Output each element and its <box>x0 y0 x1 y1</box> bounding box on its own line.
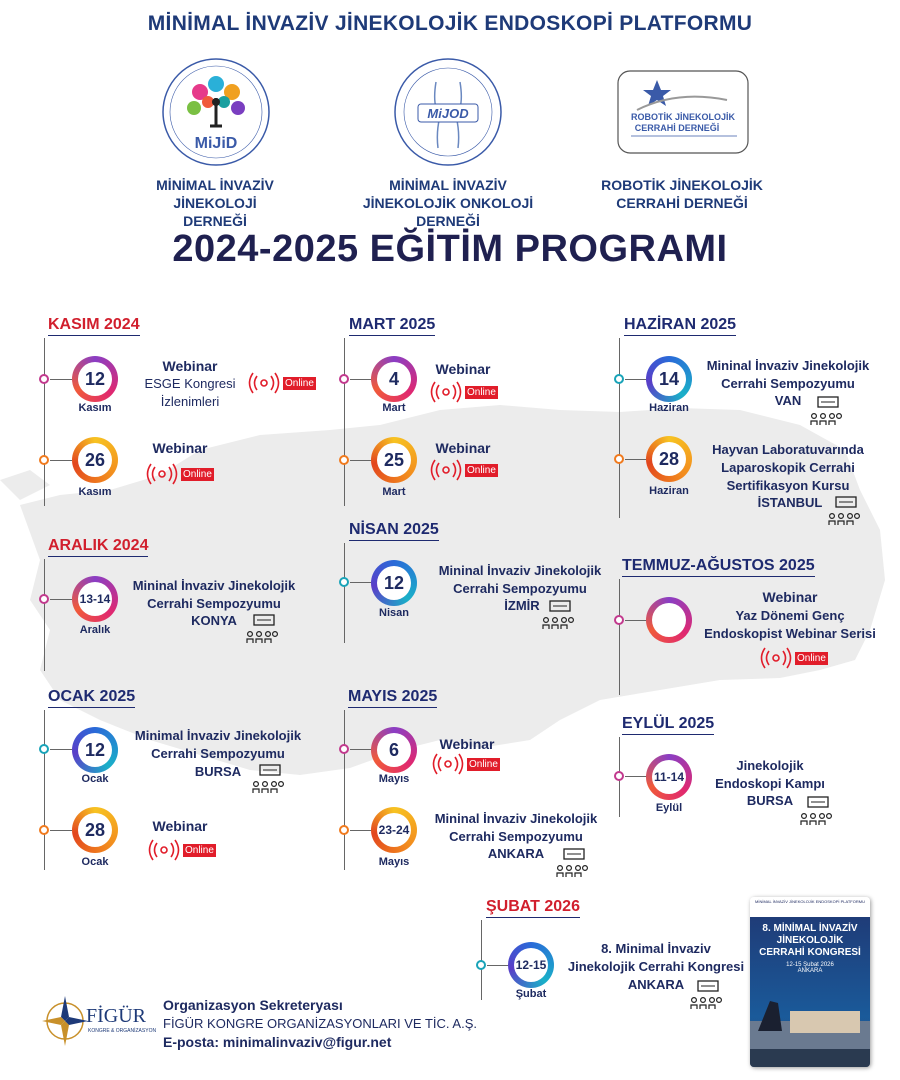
date-circle <box>371 560 417 606</box>
date-day: 23-24 <box>377 813 411 847</box>
event-city: İZMİR <box>504 598 540 613</box>
online-badge <box>144 462 214 486</box>
month-mayis-2025: MAYIS 2025 <box>348 688 437 708</box>
event-title: Webinar <box>152 440 208 456</box>
date-month: Nisan <box>379 607 409 619</box>
event-city: ANKARA <box>487 846 545 861</box>
broadcast-icon <box>246 371 282 395</box>
event-title: Webinar <box>762 589 818 605</box>
date-month: Aralık <box>79 624 111 636</box>
date-circle <box>72 807 118 853</box>
online-badge <box>758 646 828 670</box>
month-nisan-2025: NİSAN 2025 <box>349 521 439 541</box>
month-temmuz-agustos-2025: TEMMUZ-AĞUSTOS 2025 <box>622 557 815 577</box>
timeline-dot <box>339 744 349 754</box>
seminar-icon <box>246 614 278 644</box>
date-circle <box>72 576 118 622</box>
online-badge <box>246 371 316 395</box>
broadcast-icon <box>144 462 180 486</box>
event-sub: Cerrahi Sempozyumu <box>147 596 281 611</box>
broadcast-icon <box>428 458 464 482</box>
broadcast-icon <box>430 752 466 776</box>
online-label: Online <box>797 652 826 664</box>
figur-logo-text: FİGÜR <box>86 1005 147 1027</box>
connector <box>625 776 647 777</box>
event-sub: İzlenimleri <box>160 394 220 409</box>
timeline-line <box>44 710 45 870</box>
mijid-logo <box>160 56 272 168</box>
event-city: ANKARA <box>627 977 685 992</box>
date-month: Mart <box>382 402 406 414</box>
svg-text:MiJOD: MiJOD <box>427 106 469 121</box>
date-circle <box>371 807 417 853</box>
event-sub: Laparoskopik Cerrahi <box>721 460 855 475</box>
poster-header: MİNİMAL İNVAZİV JİNEKOLOJİK ENDOSKOPİ PLATFORMU <box>755 899 865 904</box>
timeline-line <box>344 543 345 643</box>
broadcast-icon <box>428 380 464 404</box>
footer-email[interactable]: E-posta: minimalinvaziv@figur.net <box>163 1034 392 1050</box>
date-circle <box>72 727 118 773</box>
mijod-logo <box>392 56 504 168</box>
event-title: Webinar <box>439 736 495 752</box>
timeline-dot <box>339 374 349 384</box>
date-month: Kasım <box>78 486 112 498</box>
online-label: Online <box>469 758 498 770</box>
robotik-logo <box>617 70 749 154</box>
event-sub: Mininal İnvaziv Jinekolojik <box>132 578 296 593</box>
connector <box>350 749 372 750</box>
monument-illustration <box>750 981 870 1067</box>
event-sub: Mininal İnvaziv Jinekolojik <box>438 563 602 578</box>
seminar-icon <box>828 496 860 526</box>
timeline-dot <box>39 825 49 835</box>
event-sub: Cerrahi Sempozyumu <box>453 581 587 596</box>
timeline-line <box>344 710 345 870</box>
event-sub: Mininal İnvaziv Jinekolojik <box>706 358 870 373</box>
poster-city: ANKARA <box>797 968 823 974</box>
timeline-line <box>44 338 45 506</box>
date-month: Haziran <box>649 485 689 497</box>
timeline-dot <box>39 594 49 604</box>
poster-date-line <box>754 962 866 974</box>
timeline-dot <box>614 771 624 781</box>
event-city: VAN <box>774 393 802 408</box>
timeline-dot <box>39 744 49 754</box>
month-ocak-2025: OCAK 2025 <box>48 688 135 708</box>
event-sub: Cerrahi Sempozyumu <box>151 746 285 761</box>
timeline-line <box>619 579 620 695</box>
date-day: 6 <box>377 733 411 767</box>
date-circle <box>508 942 554 988</box>
month-aralik-2024: ARALIK 2024 <box>48 537 148 557</box>
online-label: Online <box>467 386 496 398</box>
timeline-line <box>44 559 45 671</box>
figur-compass-icon <box>42 992 88 1050</box>
connector <box>350 582 372 583</box>
date-circle <box>646 436 692 482</box>
connector <box>50 749 72 750</box>
event-sub: Endoskopist Webinar Serisi <box>704 626 876 641</box>
online-label: Online <box>285 377 314 389</box>
date-month: Şubat <box>515 988 547 1000</box>
date-day: 12-15 <box>514 948 548 982</box>
date-month: Mayıs <box>378 856 410 868</box>
date-day: 4 <box>377 362 411 396</box>
date-day: 26 <box>78 443 112 477</box>
connector <box>50 599 72 600</box>
event-sub: Cerrahi Sempozyumu <box>449 829 583 844</box>
event-sub: Endoskopi Kampı <box>715 776 825 791</box>
month-mart-2025: MART 2025 <box>349 316 435 336</box>
date-circle <box>72 356 118 402</box>
connector <box>625 620 647 621</box>
broadcast-icon <box>758 646 794 670</box>
seminar-icon <box>800 796 832 826</box>
date-day: 14 <box>652 362 686 396</box>
date-circle <box>646 597 692 643</box>
connector <box>50 460 72 461</box>
event-city: BURSA <box>746 793 794 808</box>
date-circle <box>371 356 417 402</box>
connector <box>625 459 647 460</box>
online-badge <box>428 380 498 404</box>
connector <box>350 460 372 461</box>
online-badge <box>146 838 216 862</box>
date-month: Mart <box>382 486 406 498</box>
event-title: Webinar <box>162 358 218 374</box>
org-name-mijod: MİNİMAL İNVAZİV JİNEKOLOJİK ONKOLOJİ DERNEĞİ <box>362 177 534 229</box>
timeline-dot <box>339 825 349 835</box>
event-title: Webinar <box>435 440 491 456</box>
seminar-icon <box>542 600 574 630</box>
date-day: 12 <box>78 362 112 396</box>
connector <box>625 379 647 380</box>
event-sub: Yaz Dönemi Genç <box>735 608 845 623</box>
online-label: Online <box>185 844 214 856</box>
poster-date: 12-15 Şubat 2026 <box>786 962 834 968</box>
date-circle <box>646 356 692 402</box>
svg-text:MiJiD: MiJiD <box>194 135 238 152</box>
seminar-icon <box>556 848 588 878</box>
event-city: İSTANBUL <box>757 495 823 510</box>
event-sub: Mininal İnvaziv Jinekolojik <box>434 811 598 826</box>
org-name-mijid: MİNİMAL İNVAZİV JİNEKOLOJİ DERNEĞİ <box>156 177 274 229</box>
timeline-dot <box>476 960 486 970</box>
event-sub: Minimal İnvaziv Jinekolojik <box>134 728 302 743</box>
timeline-dot <box>339 577 349 587</box>
online-badge <box>430 752 500 776</box>
connector <box>487 965 509 966</box>
month-kasim-2024: KASIM 2024 <box>48 316 140 336</box>
footer-company: FİGÜR KONGRE ORGANİZASYONLARI VE TİC. A.Ş. <box>163 1016 477 1031</box>
event-sub: Sertifikasyon Kursu <box>726 478 850 493</box>
poster-title: 8. MİNİMAL İNVAZİV JİNEKOLOJİK CERRAHİ KONGRESİ <box>759 923 861 958</box>
date-day: 28 <box>78 813 112 847</box>
date-month: Kasım <box>78 402 112 414</box>
org-name-robotik: ROBOTİK JİNEKOLOJİK CERRAHİ DERNEĞİ <box>601 177 763 211</box>
date-month: Ocak <box>81 773 109 785</box>
seminar-icon <box>252 764 284 794</box>
event-sub: Jinekolojik <box>736 758 804 773</box>
date-day: 11-14 <box>652 760 686 794</box>
congress-poster <box>750 897 870 1067</box>
footer-title: Organizasyon Sekreteryası <box>163 997 343 1013</box>
event-sub: Cerrahi Sempozyumu <box>721 376 855 391</box>
date-month: Mayıs <box>378 773 410 785</box>
program-title: 2024-2025 EĞİTİM PROGRAMI <box>172 228 728 270</box>
date-month: Haziran <box>649 402 689 414</box>
date-circle <box>72 437 118 483</box>
connector <box>350 830 372 831</box>
event-sub: 8. Minimal İnvaziv <box>601 941 711 956</box>
connector <box>50 830 72 831</box>
timeline-dot <box>614 454 624 464</box>
seminar-icon <box>690 980 722 1010</box>
date-month: Eylül <box>655 802 683 814</box>
date-circle <box>371 437 417 483</box>
platform-title: MİNİMAL İNVAZİV JİNEKOLOJİK ENDOSKOPİ PLATFORMU <box>147 12 753 35</box>
timeline-dot <box>614 374 624 384</box>
svg-text:CERRAHİ DERNEĞİ: CERRAHİ DERNEĞİ <box>634 123 720 133</box>
event-city: KONYA <box>191 613 237 628</box>
event-title: Webinar <box>152 818 208 834</box>
timeline-line <box>619 338 620 518</box>
timeline-dot <box>614 615 624 625</box>
month-haziran-2025: HAZİRAN 2025 <box>624 316 736 336</box>
date-day: 25 <box>377 443 411 477</box>
connector <box>50 379 72 380</box>
event-sub: ESGE Kongresi <box>144 376 236 391</box>
date-circle <box>371 727 417 773</box>
event-sub: Hayvan Laboratuvarında <box>712 442 864 457</box>
month-subat-2026: ŞUBAT 2026 <box>486 898 580 918</box>
date-day: 12 <box>377 566 411 600</box>
date-day: 13-14 <box>78 582 112 616</box>
date-day: 28 <box>652 442 686 476</box>
online-label: Online <box>467 464 496 476</box>
date-month: Ocak <box>81 856 109 868</box>
timeline-dot <box>339 455 349 465</box>
connector <box>350 379 372 380</box>
online-label: Online <box>183 468 212 480</box>
date-day-empty <box>652 603 686 637</box>
timeline-line <box>344 338 345 506</box>
timeline-dot <box>39 374 49 384</box>
seminar-icon <box>810 396 842 426</box>
event-title: Webinar <box>435 361 491 377</box>
timeline-dot <box>39 455 49 465</box>
date-day: 12 <box>78 733 112 767</box>
event-sub: Jinekolojik Cerrahi Kongresi <box>567 959 745 974</box>
broadcast-icon <box>146 838 182 862</box>
date-circle <box>646 754 692 800</box>
figur-logo-sub: KONGRE & ORGANİZASYON <box>88 1028 157 1034</box>
event-city: BURSA <box>194 764 242 779</box>
month-eylul-2025: EYLÜL 2025 <box>622 715 714 735</box>
online-badge <box>428 458 498 482</box>
svg-text:ROBOTİK JİNEKOLOJİK: ROBOTİK JİNEKOLOJİK <box>630 112 736 122</box>
